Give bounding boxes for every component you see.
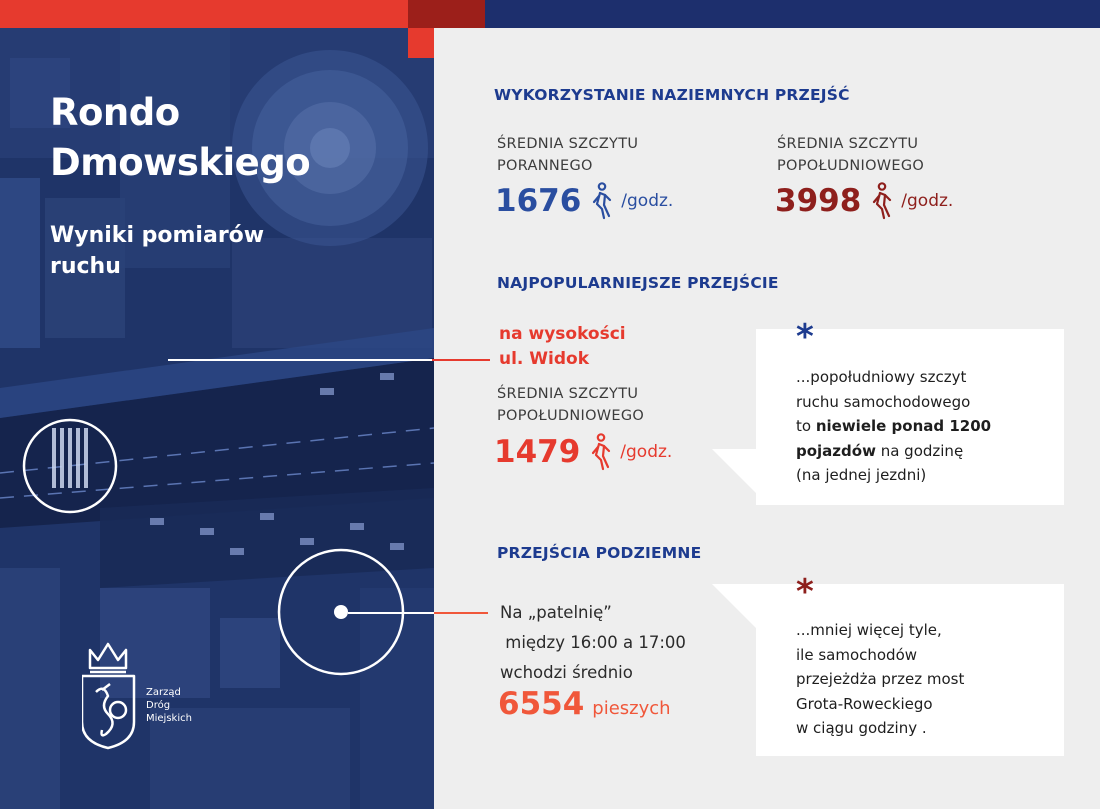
afternoon-peak-metric bbox=[775, 182, 953, 220]
asterisk-icon: * bbox=[796, 572, 814, 612]
vehicle-comparison-callout bbox=[756, 317, 1064, 505]
page-subtitle: Wyniki pomiarów ruchu bbox=[50, 223, 265, 279]
morning-peak-metric bbox=[495, 182, 673, 220]
callout-bold-text: niewiele ponad 1200 bbox=[815, 417, 992, 435]
underground-value: 6554 bbox=[498, 686, 585, 722]
callout-text-fragment: to bbox=[796, 417, 816, 435]
callout-tail bbox=[712, 449, 758, 495]
asterisk-icon: * bbox=[796, 317, 814, 357]
underground-title: PRZEJŚCIA PODZIEMNE bbox=[497, 544, 702, 562]
callout-line: ...popołudniowy szczyt bbox=[796, 368, 967, 386]
connector-line-red bbox=[432, 359, 490, 361]
morning-peak-unit: /godz. bbox=[621, 191, 674, 211]
popular-crossing-label: ŚREDNIA SZCZYTU POPOŁUDNIOWEGO bbox=[497, 386, 645, 424]
popular-crossing-title: NAJPOPULARNIEJSZE PRZEJŚCIE bbox=[497, 274, 779, 292]
callout-line: (na jednej jezdni) bbox=[796, 466, 927, 484]
callout-tail bbox=[712, 584, 758, 630]
underground-metric bbox=[498, 686, 671, 722]
pedestrian-icon bbox=[588, 433, 612, 471]
bridge-comparison-callout bbox=[756, 572, 1064, 756]
top-stripe-dark-red bbox=[408, 0, 485, 28]
callout-line bbox=[796, 414, 1056, 439]
callout-bold-text: pojazdów bbox=[796, 441, 876, 460]
callout-text: ...mniej więcej tyle, ile samochodów przejeżdża przez most Grota-Roweckiego w ciągu godziny . bbox=[796, 621, 965, 737]
connector-line-bottom-red bbox=[434, 612, 488, 614]
top-stripe-navy bbox=[485, 0, 1100, 28]
underground-unit: pieszych bbox=[592, 698, 671, 719]
connector-line-bottom-white bbox=[348, 612, 434, 614]
afternoon-peak-unit: /godz. bbox=[901, 191, 954, 211]
underground-description: Na „patelnię” między 16:00 a 17:00 wchodzi średnio bbox=[500, 603, 686, 682]
afternoon-peak-value: 3998 bbox=[775, 183, 862, 219]
popular-crossing-unit: /godz. bbox=[620, 442, 673, 462]
crossing-location: na wysokości ul. Widok bbox=[499, 324, 626, 369]
connector-line-white bbox=[168, 359, 432, 361]
corner-accent bbox=[408, 28, 434, 58]
afternoon-peak-label: ŚREDNIA SZCZYTU POPOŁUDNIOWEGO bbox=[777, 136, 925, 174]
logo-label: Zarząd Dróg Miejskich bbox=[146, 687, 192, 724]
top-stripe-red bbox=[0, 0, 408, 28]
callout-text bbox=[796, 365, 1056, 488]
callout-text-fragment: na godzinę bbox=[875, 441, 964, 460]
callout-line bbox=[796, 439, 1056, 464]
page-title: Rondo Dmowskiego bbox=[50, 91, 311, 184]
morning-peak-value: 1676 bbox=[495, 183, 582, 219]
ground-crossings-title: WYKORZYSTANIE NAZIEMNYCH PRZEJŚĆ bbox=[494, 86, 850, 104]
pedestrian-icon bbox=[589, 182, 613, 220]
pedestrian-icon bbox=[869, 182, 893, 220]
popular-crossing-value: 1479 bbox=[494, 434, 581, 470]
morning-peak-label: ŚREDNIA SZCZYTU PORANNEGO bbox=[497, 136, 639, 174]
popular-crossing-metric bbox=[494, 433, 672, 471]
callout-line: ruchu samochodowego bbox=[796, 392, 971, 411]
